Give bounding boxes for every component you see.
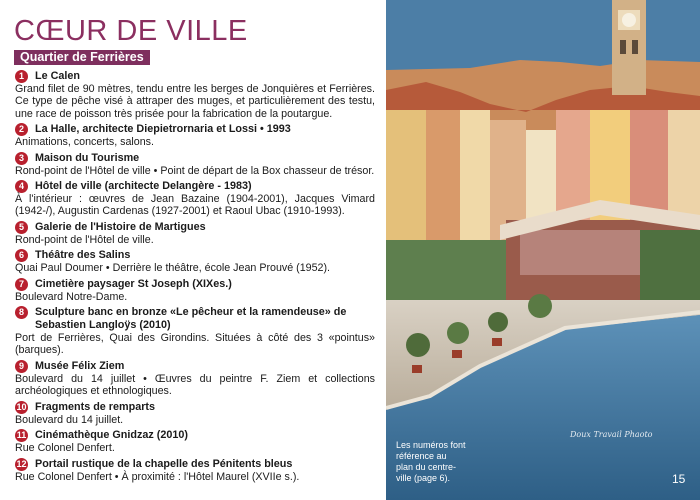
item-title: Portail rustique de la chapelle des Pénitents bleus <box>35 457 293 470</box>
list-item <box>15 458 375 483</box>
number-badge: 6 <box>15 249 28 262</box>
number-badge: 12 <box>16 458 27 469</box>
item-description: Grand filet de 90 mètres, tendu entre les berges de Jonquières et Ferrières. Ce type de pêche visé à attraper des muges, et particulièrement des testu, une race de poisson très prisée pour la fabrication de la poutargue. <box>15 83 375 120</box>
section-subtitle: Quartier de Ferrières <box>14 50 150 65</box>
item-title: Hôtel de ville (architecte Delangère - 1983) <box>35 180 252 193</box>
list-item <box>15 152 375 177</box>
page-number: 15 <box>672 472 686 486</box>
list-item <box>15 70 375 120</box>
item-description: Rond-point de l'Hôtel de ville. <box>15 233 154 246</box>
list-item <box>15 401 375 426</box>
number-badge: 9 <box>15 360 28 373</box>
number-badge: 8 <box>15 306 28 319</box>
item-title: Cimetière paysager St Joseph (XIXes.) <box>35 277 232 290</box>
number-badge: 3 <box>15 152 28 165</box>
list-item <box>15 180 375 218</box>
item-title: Galerie de l'Histoire de Martigues <box>35 220 206 233</box>
list-item <box>15 123 375 148</box>
item-title: Le Calen <box>35 70 81 82</box>
item-title: Musée Félix Ziem <box>35 359 125 372</box>
item-title: Maison du Tourisme <box>35 151 140 164</box>
number-badge: 5 <box>15 221 28 234</box>
item-description: Animations, concerts, salons. <box>15 136 155 149</box>
list-item <box>15 360 375 398</box>
item-description: Port de Ferrières, Quai des Girondins. Situées à côté des 3 «pointus» (barques). <box>15 332 375 357</box>
number-badge: 7 <box>15 278 28 291</box>
item-description: Rue Colonel Denfert • À proximité : l'Hôtel Maurel (XVIIe s.). <box>15 470 300 483</box>
item-title: Théâtre des Salins <box>35 249 131 262</box>
list-item <box>15 278 375 303</box>
item-description: À l'intérieur : œuvres de Jean Bazaine (1904-2001), Jacques Vimard (1942-/), Augustin Cardenas (1927-2001) et Raoul Ubac (1910-1993). <box>15 193 375 218</box>
map-reference-caption: Les numéros font référence au plan du centre-ville (page 6). <box>396 440 466 483</box>
number-badge: 1 <box>15 70 28 83</box>
item-title: La Halle, architecte Diepietrornaria et Lossi • 1993 <box>35 123 291 136</box>
list-item <box>15 221 375 246</box>
list-item <box>15 249 375 274</box>
item-description: Rue Colonel Denfert. <box>15 442 115 455</box>
item-title: Sculpture banc en bronze «Le pêcheur et la ramendeuse» de Sebastien Langloÿs (2010) <box>35 306 347 332</box>
item-description: Quai Paul Doumer • Derrière le théâtre, école Jean Prouvé (1952). <box>15 262 331 275</box>
number-badge: 4 <box>15 180 28 193</box>
list-item <box>15 306 375 357</box>
number-badge: 2 <box>15 123 28 136</box>
item-description: Boulevard Notre-Dame. <box>15 290 128 303</box>
item-description: Boulevard du 14 juillet • Œuvres du peintre F. Ziem et collections archéologiques et ethnologiques. <box>15 372 375 398</box>
item-description: Boulevard du 14 juillet. <box>15 413 124 426</box>
item-description: Rond-point de l'Hôtel de ville • Point de départ de la Box chasseur de trésor. <box>15 164 375 177</box>
page-title: CŒUR DE VILLE <box>14 15 248 47</box>
list-item <box>15 429 375 454</box>
number-badge: 11 <box>16 430 27 441</box>
photographer-signature: Doux Travail Phaoto <box>570 430 653 439</box>
item-title: Cinémathèque Gnidzaz (2010) <box>35 429 188 442</box>
points-of-interest-list <box>15 70 375 486</box>
number-badge: 10 <box>16 401 27 412</box>
item-title: Fragments de remparts <box>35 400 156 413</box>
